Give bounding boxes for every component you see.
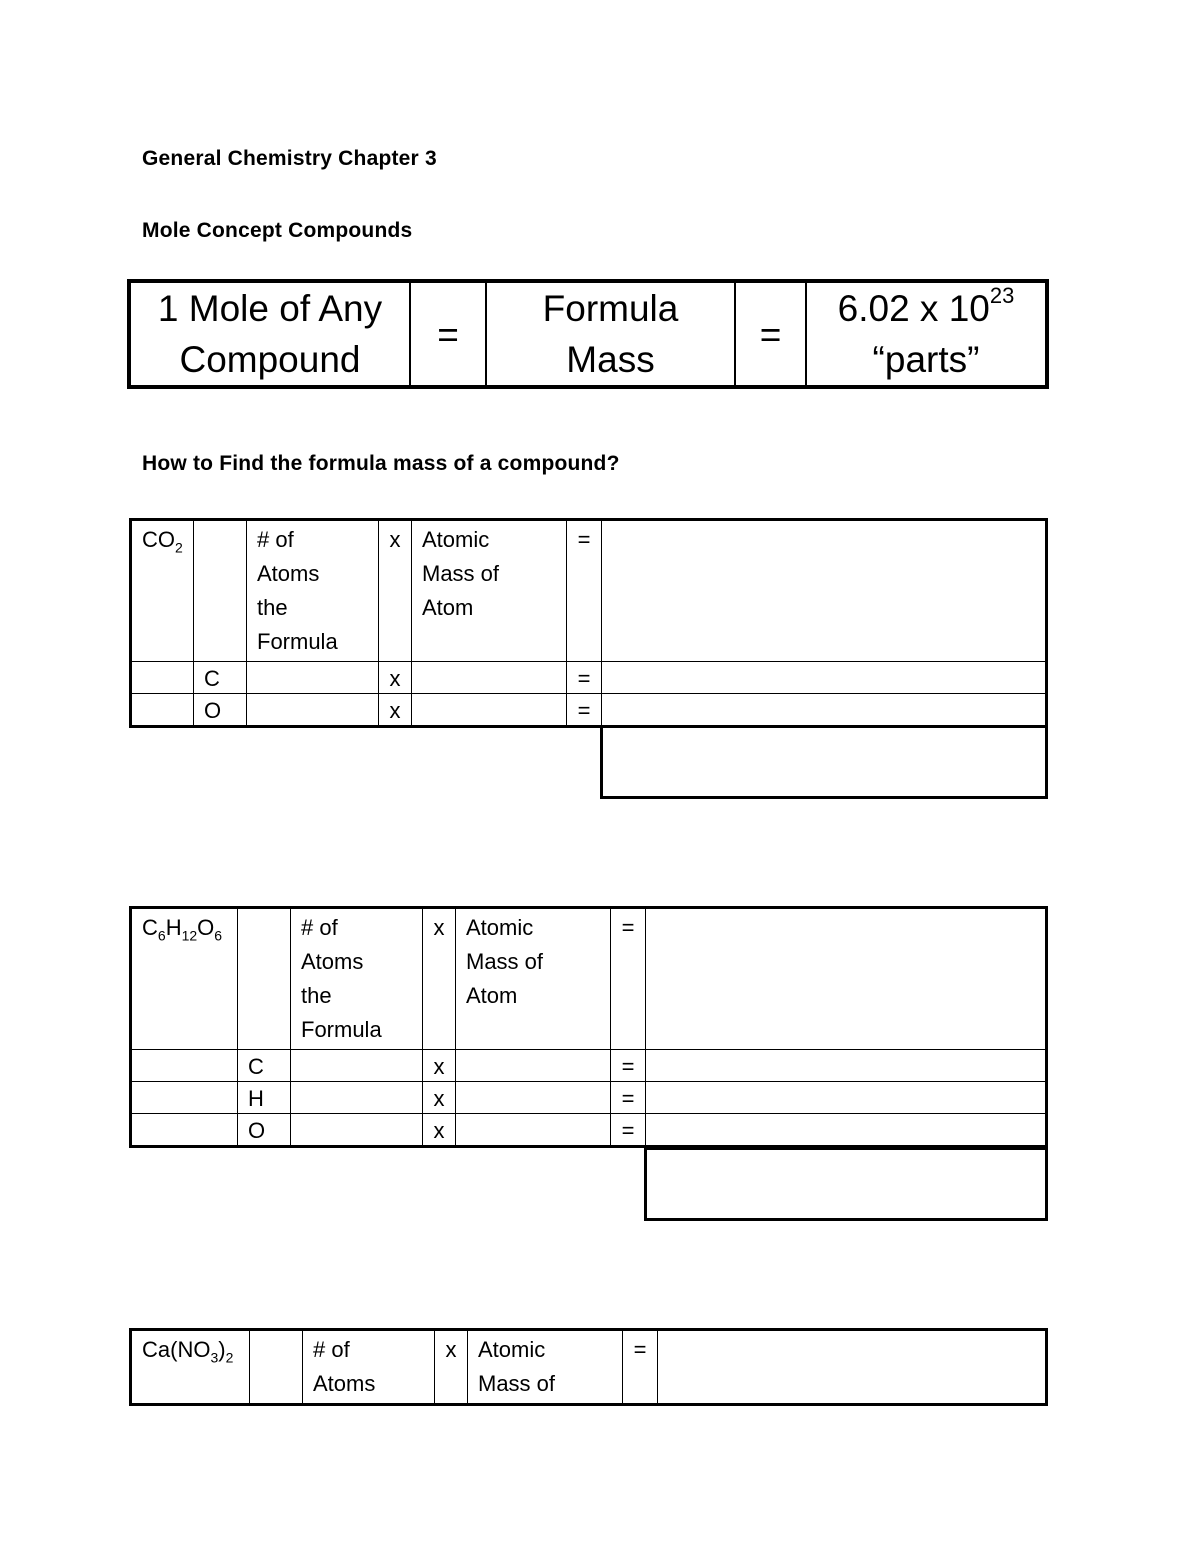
calcium-nitrate-worksheet-table — [129, 1328, 1048, 1406]
table-row — [131, 1050, 1047, 1082]
element-cell: O — [238, 1114, 291, 1147]
equals-sign: = — [567, 662, 602, 694]
atomic-mass-column-header: Atomic Mass of Atom — [456, 908, 611, 1050]
atomic-mass-input[interactable] — [456, 1050, 611, 1082]
atoms-column-header: # of Atoms the Formula — [291, 908, 423, 1050]
element-column-header — [194, 520, 247, 662]
mole-summary-table — [127, 279, 1049, 389]
section-title: Mole Concept Compounds — [142, 219, 413, 242]
atom-count-input[interactable] — [291, 1114, 423, 1147]
mole-line1: 1 Mole of Any — [157, 288, 383, 329]
atoms-column-header: # of Atoms the Formula — [247, 520, 379, 662]
atomic-mass-input[interactable] — [412, 694, 567, 727]
result-input[interactable] — [602, 662, 1047, 694]
table-row — [131, 1114, 1047, 1147]
atomic-mass-column-header: Atomic Mass of — [468, 1330, 623, 1405]
element-cell: C — [194, 662, 247, 694]
compound-formula: $Ca(NO_3)_2$ — [131, 1330, 250, 1405]
equals-header: = — [611, 908, 646, 1050]
equals-sign: = — [567, 694, 602, 727]
avogadro-base: 6.02 x 10 — [837, 288, 990, 329]
avogadro-cell — [806, 281, 1047, 387]
element-column-header — [250, 1330, 303, 1405]
equals-cell: = — [410, 281, 486, 387]
result-input[interactable] — [646, 1082, 1047, 1114]
element-cell: O — [194, 694, 247, 727]
times-header: x — [423, 908, 456, 1050]
formula-mass-cell — [486, 281, 735, 387]
times-sign: x — [423, 1050, 456, 1082]
co2-total-box[interactable] — [600, 725, 1048, 799]
atoms-column-header: # of Atoms — [303, 1330, 435, 1405]
result-column-header[interactable] — [658, 1330, 1047, 1405]
result-column-header[interactable] — [646, 908, 1047, 1050]
element-cell: C — [238, 1050, 291, 1082]
question-heading: How to Find the formula mass of a compound? — [142, 452, 620, 475]
compound-formula: $CO_2$ — [131, 520, 194, 662]
atomic-mass-input[interactable] — [456, 1114, 611, 1147]
atom-count-input[interactable] — [291, 1082, 423, 1114]
avogadro-exponent: 23 — [989, 283, 1015, 308]
equals-sign: = — [611, 1114, 646, 1147]
atom-count-input[interactable] — [247, 662, 379, 694]
table-row — [131, 662, 1047, 694]
equals-sign: = — [611, 1050, 646, 1082]
atomic-mass-input[interactable] — [456, 1082, 611, 1114]
glucose-total-box[interactable] — [644, 1147, 1048, 1221]
mass-line2: Mass — [566, 339, 655, 380]
element-column-header — [238, 908, 291, 1050]
mass-line1: Formula — [542, 288, 679, 329]
equals-cell-2: = — [735, 281, 806, 387]
header-row — [131, 908, 1047, 1050]
element-cell: H — [238, 1082, 291, 1114]
atom-count-input[interactable] — [247, 694, 379, 727]
table-row — [131, 694, 1047, 727]
page-title: General Chemistry Chapter 3 — [142, 147, 437, 170]
times-sign: x — [423, 1082, 456, 1114]
mole-cell — [129, 281, 410, 387]
result-input[interactable] — [602, 694, 1047, 727]
equals-sign: = — [611, 1082, 646, 1114]
mole-line2: Compound — [179, 339, 361, 380]
result-input[interactable] — [646, 1114, 1047, 1147]
header-row — [131, 520, 1047, 662]
times-sign: x — [379, 662, 412, 694]
equals-header: = — [623, 1330, 658, 1405]
times-sign: x — [423, 1114, 456, 1147]
times-header: x — [435, 1330, 468, 1405]
table-row — [131, 1082, 1047, 1114]
result-input[interactable] — [646, 1050, 1047, 1082]
atomic-mass-input[interactable] — [412, 662, 567, 694]
avogadro-number — [807, 283, 1045, 334]
atomic-mass-column-header: Atomic Mass of Atom — [412, 520, 567, 662]
header-row — [131, 1330, 1047, 1405]
parts-label: “parts” — [872, 339, 980, 380]
result-column-header[interactable] — [602, 520, 1047, 662]
compound-formula: $C_6H_{12}O_6$ — [131, 908, 238, 1050]
atom-count-input[interactable] — [291, 1050, 423, 1082]
co2-worksheet-table — [129, 518, 1048, 728]
glucose-worksheet-table — [129, 906, 1048, 1148]
times-header: x — [379, 520, 412, 662]
times-sign: x — [379, 694, 412, 727]
equals-header: = — [567, 520, 602, 662]
